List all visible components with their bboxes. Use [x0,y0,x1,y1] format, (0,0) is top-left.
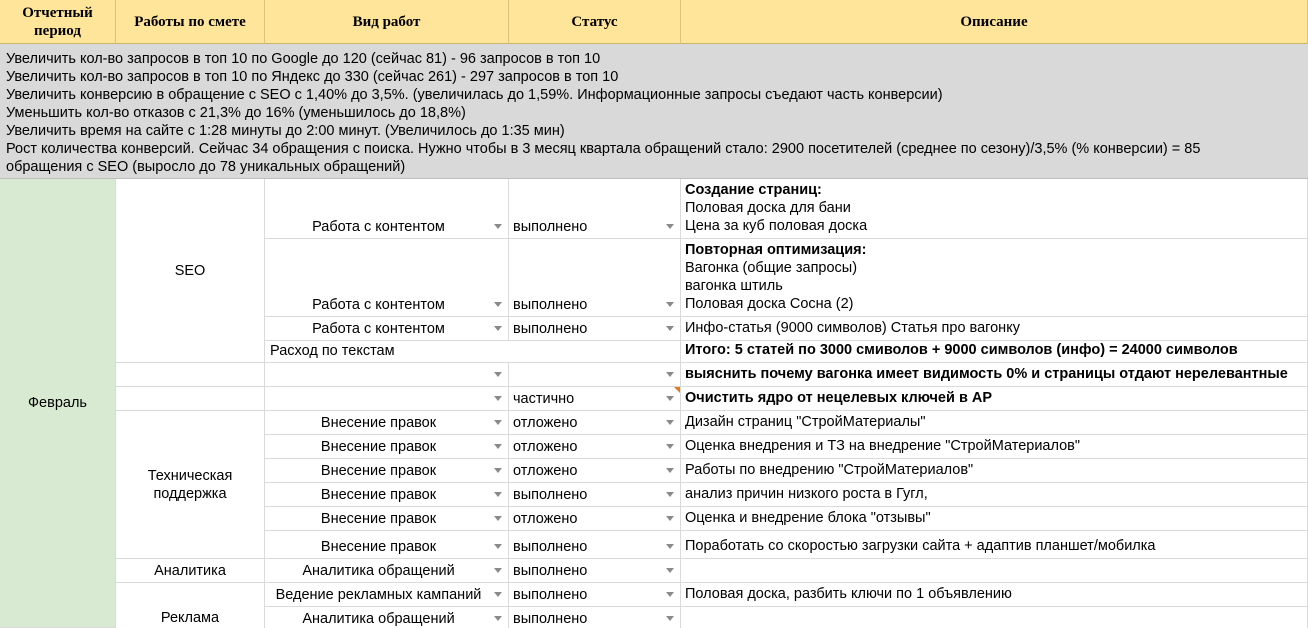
chevron-down-icon[interactable] [666,444,674,449]
description-text: Поработать со скоростью загрузки сайта + адаптив планшет/мобилка [685,538,1156,554]
status-dropdown[interactable] [509,559,681,583]
header-work-type[interactable] [265,0,509,44]
description-cell[interactable] [681,317,1308,341]
chevron-down-icon[interactable] [494,492,502,497]
category-ads-label: Реклама [160,610,220,626]
chevron-down-icon[interactable] [666,516,674,521]
text-expense-label: Расход по текстам [270,343,395,359]
header-description-label: Описание [960,13,1028,30]
work-type-value: Внесение правок [320,439,437,455]
header-description[interactable] [681,0,1308,44]
chevron-down-icon[interactable] [494,302,502,307]
status-dropdown[interactable] [509,411,681,435]
chevron-down-icon[interactable] [666,420,674,425]
description-cell[interactable] [681,363,1308,387]
goal-line: Увеличить конверсию в обращение с SEO с 1,40% до 3,5%. (увеличилась до 1,59%. Информационные запросы съедают часть конверсии) [6,87,943,103]
chevron-down-icon[interactable] [494,224,502,229]
chevron-down-icon[interactable] [666,468,674,473]
header-period-label: Отчетный период [22,4,93,39]
status-value: отложено [513,415,578,431]
chevron-down-icon[interactable] [666,302,674,307]
category-analytics-label: Аналитика [154,562,226,579]
description-bold-text: выяснить почему вагонка имеет видимость 0% и страницы отдают нерелевантные [685,366,1288,382]
category-tech[interactable] [116,411,265,559]
work-type-dropdown[interactable] [265,317,509,341]
description-cell[interactable] [681,507,1308,531]
work-type-dropdown[interactable] [265,411,509,435]
description-text: Цена за куб половая доска [685,218,868,234]
description-cell[interactable] [681,583,1308,607]
chevron-down-icon[interactable] [666,616,674,621]
chevron-down-icon[interactable] [494,592,502,597]
work-type-dropdown[interactable] [265,239,509,317]
chevron-down-icon[interactable] [666,544,674,549]
work-type-dropdown[interactable] [265,179,509,239]
work-type-dropdown[interactable] [265,435,509,459]
status-value: частично [513,391,575,407]
description-cell[interactable] [681,341,1308,363]
description-bold-text: Очистить ядро от нецелевых ключей в АР [685,390,993,406]
status-dropdown[interactable] [509,607,681,628]
description-bold-text: Повторная оптимизация: [685,242,867,258]
work-type-value: Работа с контентом [312,297,445,313]
chevron-down-icon[interactable] [666,568,674,573]
header-status-label: Статус [571,13,618,30]
description-text: Оценка и внедрение блока "отзывы" [685,510,931,526]
category-empty-cell[interactable] [116,363,265,387]
description-text: Половая доска, разбить ключи по 1 объявлению [685,586,1012,602]
status-value: выполнено [513,219,588,235]
goal-line: обращения с SEO (выросло до 78 уникальных обращений) [6,159,406,175]
description-cell[interactable] [681,239,1308,317]
chevron-down-icon[interactable] [494,372,502,377]
header-period[interactable] [0,0,116,44]
description-cell[interactable] [681,607,1308,628]
description-cell[interactable] [681,179,1308,239]
work-type-dropdown[interactable] [265,483,509,507]
description-text: Половая доска для бани [685,200,851,216]
description-text: Вагонка (общие запросы) [685,260,858,276]
status-dropdown[interactable] [509,435,681,459]
category-tech-label: Техническая поддержка [147,467,233,502]
chevron-down-icon[interactable] [494,444,502,449]
chevron-down-icon[interactable] [494,396,502,401]
chevron-down-icon[interactable] [494,468,502,473]
work-type-dropdown[interactable] [265,507,509,531]
goal-line: Уменьшить кол-во отказов с 21,3% до 16% (уменьшилось до 18,8%) [6,105,466,121]
chevron-down-icon[interactable] [494,326,502,331]
text-expense-cell[interactable] [265,341,681,363]
status-dropdown[interactable] [509,483,681,507]
description-text: Инфо-статья (9000 символов) Статья про вагонку [685,320,1020,336]
header-work-type-label: Вид работ [352,13,421,30]
chevron-down-icon[interactable] [666,326,674,331]
goal-line: Увеличить кол-во запросов в топ 10 по Google до 120 (сейчас 81) - 96 запросов в топ 10 [6,51,601,67]
chevron-down-icon[interactable] [666,372,674,377]
category-seo-label: SEO [174,262,206,279]
description-cell[interactable] [681,483,1308,507]
status-value: выполнено [513,321,588,337]
goal-line: Рост количества конверсий. Сейчас 34 обращения с поиска. Нужно чтобы в 3 месяц квартала обращений стало: 2900 посетителей (среднее по сезону)/3,5% (% конверсии) = 85 [6,141,1201,157]
description-cell[interactable] [681,435,1308,459]
chevron-down-icon[interactable] [666,592,674,597]
description-text: Половая доска Сосна (2) [685,296,854,312]
header-estimate-works-label: Работы по смете [134,13,246,30]
work-type-value: Аналитика обращений [302,611,455,627]
work-type-value: Внесение правок [320,511,437,527]
work-type-value: Ведение рекламных кампаний [275,587,482,603]
goal-line: Увеличить время на сайте с 1:28 минуты до 2:00 минут. (Увеличилось до 1:35 мин) [6,123,565,139]
description-cell[interactable] [681,559,1308,583]
chevron-down-icon[interactable] [666,492,674,497]
work-type-dropdown[interactable] [265,531,509,559]
status-value: выполнено [513,487,588,503]
status-value: отложено [513,463,578,479]
work-type-value: Внесение правок [320,415,437,431]
status-dropdown[interactable] [509,531,681,559]
status-value: отложено [513,439,578,455]
goal-line: Увеличить кол-во запросов в топ 10 по Яндекс до 330 (сейчас 261) - 297 запросов в топ 10 [6,69,619,85]
work-type-dropdown[interactable] [265,559,509,583]
category-empty-cell[interactable] [116,387,265,411]
work-type-value: Внесение правок [320,463,437,479]
header-estimate-works[interactable] [116,0,265,44]
status-value: выполнено [513,563,588,579]
work-type-value: Внесение правок [320,539,437,555]
work-type-dropdown[interactable] [265,387,509,411]
chevron-down-icon[interactable] [494,544,502,549]
chevron-down-icon[interactable] [494,420,502,425]
work-type-dropdown[interactable] [265,363,509,387]
status-dropdown[interactable] [509,239,681,317]
work-type-value: Внесение правок [320,487,437,503]
status-dropdown[interactable] [509,507,681,531]
header-status[interactable] [509,0,681,44]
description-cell[interactable] [681,387,1308,411]
chevron-down-icon[interactable] [494,516,502,521]
status-dropdown[interactable] [509,317,681,341]
description-text: анализ причин низкого роста в Гугл, [685,486,928,502]
description-cell[interactable] [681,531,1308,559]
work-type-value: Работа с контентом [312,321,445,337]
chevron-down-icon[interactable] [494,568,502,573]
description-cell[interactable] [681,459,1308,483]
description-text: Оценка внедрения и ТЗ на внедрение "СтройМатериалов" [685,438,1081,454]
description-cell[interactable] [681,411,1308,435]
work-type-dropdown[interactable] [265,459,509,483]
comment-marker-icon[interactable] [674,387,680,393]
status-value: отложено [513,511,578,527]
chevron-down-icon[interactable] [494,616,502,621]
status-dropdown[interactable] [509,363,681,387]
status-dropdown[interactable] [509,387,681,411]
chevron-down-icon[interactable] [666,396,674,401]
category-seo[interactable] [116,179,265,363]
description-bold-text: Итого: 5 статей по 3000 смиволов + 9000 символов (инфо) = 24000 символов [685,342,1238,358]
status-value: выполнено [513,539,588,555]
status-dropdown[interactable] [509,179,681,239]
work-type-dropdown[interactable] [265,583,509,607]
description-text: вагонка штиль [685,278,783,294]
status-dropdown[interactable] [509,583,681,607]
period-label: Февраль [28,395,87,411]
category-analytics[interactable] [116,559,265,583]
work-type-value: Работа с контентом [312,219,445,235]
status-value: выполнено [513,611,588,627]
category-ads[interactable] [116,583,265,628]
status-dropdown[interactable] [509,459,681,483]
chevron-down-icon[interactable] [666,224,674,229]
description-text: Работы по внедрению "СтройМатериалов" [685,462,974,478]
goals-block[interactable] [0,44,1308,179]
description-text: Дизайн страниц "СтройМатериалы" [685,414,926,430]
work-type-value: Аналитика обращений [302,563,455,579]
status-value: выполнено [513,587,588,603]
description-bold-text: Создание страниц: [685,182,822,198]
work-type-dropdown[interactable] [265,607,509,628]
status-value: выполнено [513,297,588,313]
period-cell[interactable] [0,179,116,628]
